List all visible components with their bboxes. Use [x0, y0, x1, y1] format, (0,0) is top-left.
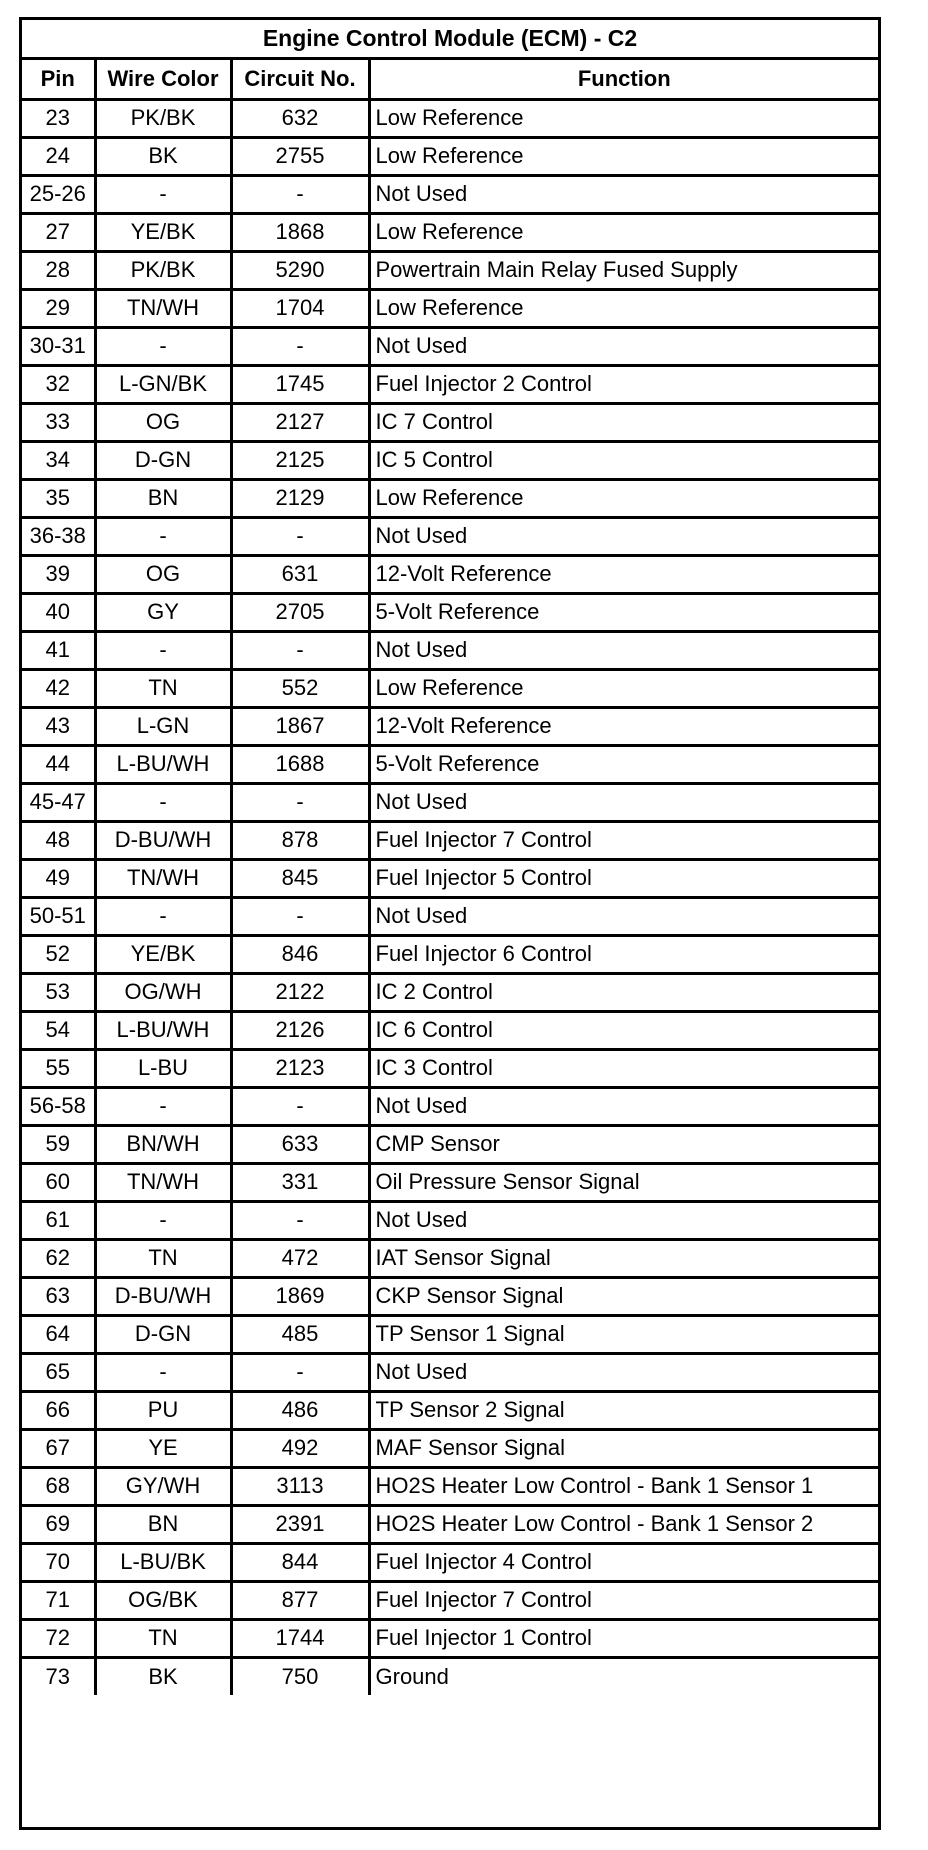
pin-cell: 60	[22, 1163, 95, 1201]
function-cell: Fuel Injector 7 Control	[369, 821, 878, 859]
pin-cell: 43	[22, 707, 95, 745]
table-row	[22, 137, 878, 175]
pin-cell: 42	[22, 669, 95, 707]
wire-color-cell: -	[95, 783, 231, 821]
pin-cell: 40	[22, 593, 95, 631]
function-cell: Fuel Injector 4 Control	[369, 1543, 878, 1581]
wire-color-cell: -	[95, 631, 231, 669]
wire-color-cell: YE/BK	[95, 935, 231, 973]
pin-cell: 24	[22, 137, 95, 175]
circuit-cell: 2129	[231, 479, 369, 517]
header-circuit: Circuit No.	[231, 60, 369, 99]
table-row	[22, 897, 878, 935]
circuit-cell: 486	[231, 1391, 369, 1429]
circuit-cell: 1688	[231, 745, 369, 783]
function-cell: CKP Sensor Signal	[369, 1277, 878, 1315]
pin-cell: 65	[22, 1353, 95, 1391]
function-cell: Not Used	[369, 897, 878, 935]
circuit-cell: 331	[231, 1163, 369, 1201]
circuit-cell: 877	[231, 1581, 369, 1619]
wire-color-cell: BN	[95, 1505, 231, 1543]
pin-cell: 44	[22, 745, 95, 783]
function-cell: Not Used	[369, 783, 878, 821]
table-row	[22, 213, 878, 251]
pin-cell: 55	[22, 1049, 95, 1087]
table-row	[22, 1049, 878, 1087]
table-row	[22, 479, 878, 517]
table-row	[22, 1201, 878, 1239]
pin-cell: 70	[22, 1543, 95, 1581]
circuit-cell: 2391	[231, 1505, 369, 1543]
wire-color-cell: D-BU/WH	[95, 1277, 231, 1315]
pinout-table	[22, 60, 878, 1695]
table-row	[22, 289, 878, 327]
function-cell: Low Reference	[369, 289, 878, 327]
function-cell: IAT Sensor Signal	[369, 1239, 878, 1277]
wire-color-cell: D-GN	[95, 1315, 231, 1353]
pin-cell: 61	[22, 1201, 95, 1239]
pin-cell: 45-47	[22, 783, 95, 821]
header-function: Function	[369, 60, 878, 99]
table-row	[22, 1543, 878, 1581]
function-cell: IC 5 Control	[369, 441, 878, 479]
function-cell: TP Sensor 1 Signal	[369, 1315, 878, 1353]
circuit-cell: 1704	[231, 289, 369, 327]
function-cell: Powertrain Main Relay Fused Supply	[369, 251, 878, 289]
pin-cell: 36-38	[22, 517, 95, 555]
function-cell: Not Used	[369, 631, 878, 669]
function-cell: 5-Volt Reference	[369, 593, 878, 631]
circuit-cell: -	[231, 783, 369, 821]
function-cell: 5-Volt Reference	[369, 745, 878, 783]
table-row	[22, 1619, 878, 1657]
wire-color-cell: YE	[95, 1429, 231, 1467]
wire-color-cell: PK/BK	[95, 99, 231, 137]
function-cell: Fuel Injector 5 Control	[369, 859, 878, 897]
wire-color-cell: -	[95, 1201, 231, 1239]
circuit-cell: 2123	[231, 1049, 369, 1087]
table-row	[22, 707, 878, 745]
circuit-cell: -	[231, 1353, 369, 1391]
circuit-cell: 2126	[231, 1011, 369, 1049]
wire-color-cell: -	[95, 517, 231, 555]
pin-cell: 62	[22, 1239, 95, 1277]
pin-cell: 67	[22, 1429, 95, 1467]
connector-table-sheet	[19, 17, 881, 1830]
pin-cell: 63	[22, 1277, 95, 1315]
table-body	[22, 99, 878, 1695]
wire-color-cell: L-GN/BK	[95, 365, 231, 403]
circuit-cell: 5290	[231, 251, 369, 289]
circuit-cell: -	[231, 1087, 369, 1125]
circuit-cell: 845	[231, 859, 369, 897]
function-cell: Ground	[369, 1657, 878, 1695]
table-row	[22, 1391, 878, 1429]
circuit-cell: 3113	[231, 1467, 369, 1505]
pin-cell: 28	[22, 251, 95, 289]
pin-cell: 48	[22, 821, 95, 859]
table-row	[22, 403, 878, 441]
table-row	[22, 593, 878, 631]
table-row	[22, 859, 878, 897]
table-row	[22, 973, 878, 1011]
circuit-cell: 1869	[231, 1277, 369, 1315]
circuit-cell: -	[231, 327, 369, 365]
circuit-cell: 1867	[231, 707, 369, 745]
function-cell: Low Reference	[369, 669, 878, 707]
function-cell: HO2S Heater Low Control - Bank 1 Sensor 1	[369, 1467, 878, 1505]
wire-color-cell: TN/WH	[95, 1163, 231, 1201]
pin-cell: 54	[22, 1011, 95, 1049]
circuit-cell: 485	[231, 1315, 369, 1353]
table-row	[22, 1505, 878, 1543]
wire-color-cell: PU	[95, 1391, 231, 1429]
circuit-cell: -	[231, 517, 369, 555]
circuit-cell: 633	[231, 1125, 369, 1163]
circuit-cell: -	[231, 175, 369, 213]
function-cell: IC 6 Control	[369, 1011, 878, 1049]
wire-color-cell: TN/WH	[95, 859, 231, 897]
table-row	[22, 1277, 878, 1315]
wire-color-cell: GY	[95, 593, 231, 631]
function-cell: Not Used	[369, 327, 878, 365]
circuit-cell: 1744	[231, 1619, 369, 1657]
wire-color-cell: OG/WH	[95, 973, 231, 1011]
function-cell: 12-Volt Reference	[369, 555, 878, 593]
function-cell: Oil Pressure Sensor Signal	[369, 1163, 878, 1201]
circuit-cell: 632	[231, 99, 369, 137]
table-row	[22, 517, 878, 555]
pin-cell: 59	[22, 1125, 95, 1163]
wire-color-cell: L-BU/WH	[95, 745, 231, 783]
pin-cell: 39	[22, 555, 95, 593]
table-row	[22, 365, 878, 403]
circuit-cell: 552	[231, 669, 369, 707]
wire-color-cell: D-GN	[95, 441, 231, 479]
circuit-cell: 750	[231, 1657, 369, 1695]
circuit-cell: 878	[231, 821, 369, 859]
table-row	[22, 1581, 878, 1619]
pin-cell: 50-51	[22, 897, 95, 935]
function-cell: TP Sensor 2 Signal	[369, 1391, 878, 1429]
pin-cell: 33	[22, 403, 95, 441]
function-cell: Low Reference	[369, 213, 878, 251]
circuit-cell: -	[231, 897, 369, 935]
function-cell: Fuel Injector 2 Control	[369, 365, 878, 403]
function-cell: HO2S Heater Low Control - Bank 1 Sensor 2	[369, 1505, 878, 1543]
wire-color-cell: -	[95, 175, 231, 213]
table-row	[22, 669, 878, 707]
function-cell: Low Reference	[369, 479, 878, 517]
wire-color-cell: GY/WH	[95, 1467, 231, 1505]
function-cell: Not Used	[369, 517, 878, 555]
table-row	[22, 327, 878, 365]
function-cell: IC 2 Control	[369, 973, 878, 1011]
wire-color-cell: -	[95, 1087, 231, 1125]
circuit-cell: 846	[231, 935, 369, 973]
table-row	[22, 175, 878, 213]
header-pin: Pin	[22, 60, 95, 99]
wire-color-cell: L-BU/BK	[95, 1543, 231, 1581]
table-row	[22, 1239, 878, 1277]
wire-color-cell: BK	[95, 137, 231, 175]
pin-cell: 64	[22, 1315, 95, 1353]
circuit-cell: 2755	[231, 137, 369, 175]
circuit-cell: 1745	[231, 365, 369, 403]
wire-color-cell: TN	[95, 1239, 231, 1277]
pin-cell: 49	[22, 859, 95, 897]
function-cell: Fuel Injector 6 Control	[369, 935, 878, 973]
function-cell: MAF Sensor Signal	[369, 1429, 878, 1467]
wire-color-cell: OG	[95, 555, 231, 593]
header-wire-color: Wire Color	[95, 60, 231, 99]
circuit-cell: 631	[231, 555, 369, 593]
wire-color-cell: D-BU/WH	[95, 821, 231, 859]
wire-color-cell: L-BU	[95, 1049, 231, 1087]
circuit-cell: -	[231, 631, 369, 669]
wire-color-cell: OG	[95, 403, 231, 441]
wire-color-cell: L-GN	[95, 707, 231, 745]
wire-color-cell: -	[95, 327, 231, 365]
circuit-cell: 2127	[231, 403, 369, 441]
function-cell: CMP Sensor	[369, 1125, 878, 1163]
wire-color-cell: TN	[95, 669, 231, 707]
table-row	[22, 631, 878, 669]
wire-color-cell: BN/WH	[95, 1125, 231, 1163]
table-row	[22, 1467, 878, 1505]
table-row	[22, 1087, 878, 1125]
table-title: Engine Control Module (ECM) - C2	[22, 20, 878, 60]
table-row	[22, 821, 878, 859]
table-row	[22, 1163, 878, 1201]
wire-color-cell: -	[95, 1353, 231, 1391]
table-row	[22, 251, 878, 289]
wire-color-cell: TN	[95, 1619, 231, 1657]
pin-cell: 66	[22, 1391, 95, 1429]
table-row	[22, 1429, 878, 1467]
function-cell: IC 3 Control	[369, 1049, 878, 1087]
wire-color-cell: BN	[95, 479, 231, 517]
circuit-cell: 2125	[231, 441, 369, 479]
wire-color-cell: -	[95, 897, 231, 935]
pin-cell: 41	[22, 631, 95, 669]
circuit-cell: 492	[231, 1429, 369, 1467]
function-cell: Not Used	[369, 175, 878, 213]
pin-cell: 32	[22, 365, 95, 403]
wire-color-cell: BK	[95, 1657, 231, 1695]
circuit-cell: -	[231, 1201, 369, 1239]
pin-cell: 68	[22, 1467, 95, 1505]
circuit-cell: 1868	[231, 213, 369, 251]
circuit-cell: 2122	[231, 973, 369, 1011]
circuit-cell: 472	[231, 1239, 369, 1277]
header-row	[22, 60, 878, 99]
wire-color-cell: OG/BK	[95, 1581, 231, 1619]
function-cell: IC 7 Control	[369, 403, 878, 441]
pin-cell: 35	[22, 479, 95, 517]
table-row	[22, 555, 878, 593]
wire-color-cell: TN/WH	[95, 289, 231, 327]
circuit-cell: 2705	[231, 593, 369, 631]
pin-cell: 72	[22, 1619, 95, 1657]
pin-cell: 56-58	[22, 1087, 95, 1125]
pin-cell: 25-26	[22, 175, 95, 213]
table-row	[22, 1125, 878, 1163]
table-row	[22, 99, 878, 137]
pin-cell: 23	[22, 99, 95, 137]
table-row	[22, 1657, 878, 1695]
wire-color-cell: L-BU/WH	[95, 1011, 231, 1049]
table-row	[22, 1011, 878, 1049]
pin-cell: 71	[22, 1581, 95, 1619]
function-cell: Fuel Injector 7 Control	[369, 1581, 878, 1619]
wire-color-cell: YE/BK	[95, 213, 231, 251]
pin-cell: 52	[22, 935, 95, 973]
table-row	[22, 935, 878, 973]
pin-cell: 30-31	[22, 327, 95, 365]
table-row	[22, 1315, 878, 1353]
function-cell: Not Used	[369, 1201, 878, 1239]
pin-cell: 73	[45, 1663, 70, 1689]
pin-cell: 29	[22, 289, 95, 327]
pin-cell: 27	[22, 213, 95, 251]
table-row	[22, 441, 878, 479]
pin-cell: 53	[22, 973, 95, 1011]
pin-cell: 34	[22, 441, 95, 479]
function-cell: Not Used	[369, 1353, 878, 1391]
circuit-cell: 844	[231, 1543, 369, 1581]
table-row	[22, 1353, 878, 1391]
function-cell: Low Reference	[369, 137, 878, 175]
function-cell: 12-Volt Reference	[369, 707, 878, 745]
table-row	[22, 783, 878, 821]
function-cell: Low Reference	[369, 99, 878, 137]
pin-cell: 69	[22, 1505, 95, 1543]
function-cell: Not Used	[369, 1087, 878, 1125]
wire-color-cell: PK/BK	[95, 251, 231, 289]
table-row	[22, 745, 878, 783]
function-cell: Fuel Injector 1 Control	[369, 1619, 878, 1657]
